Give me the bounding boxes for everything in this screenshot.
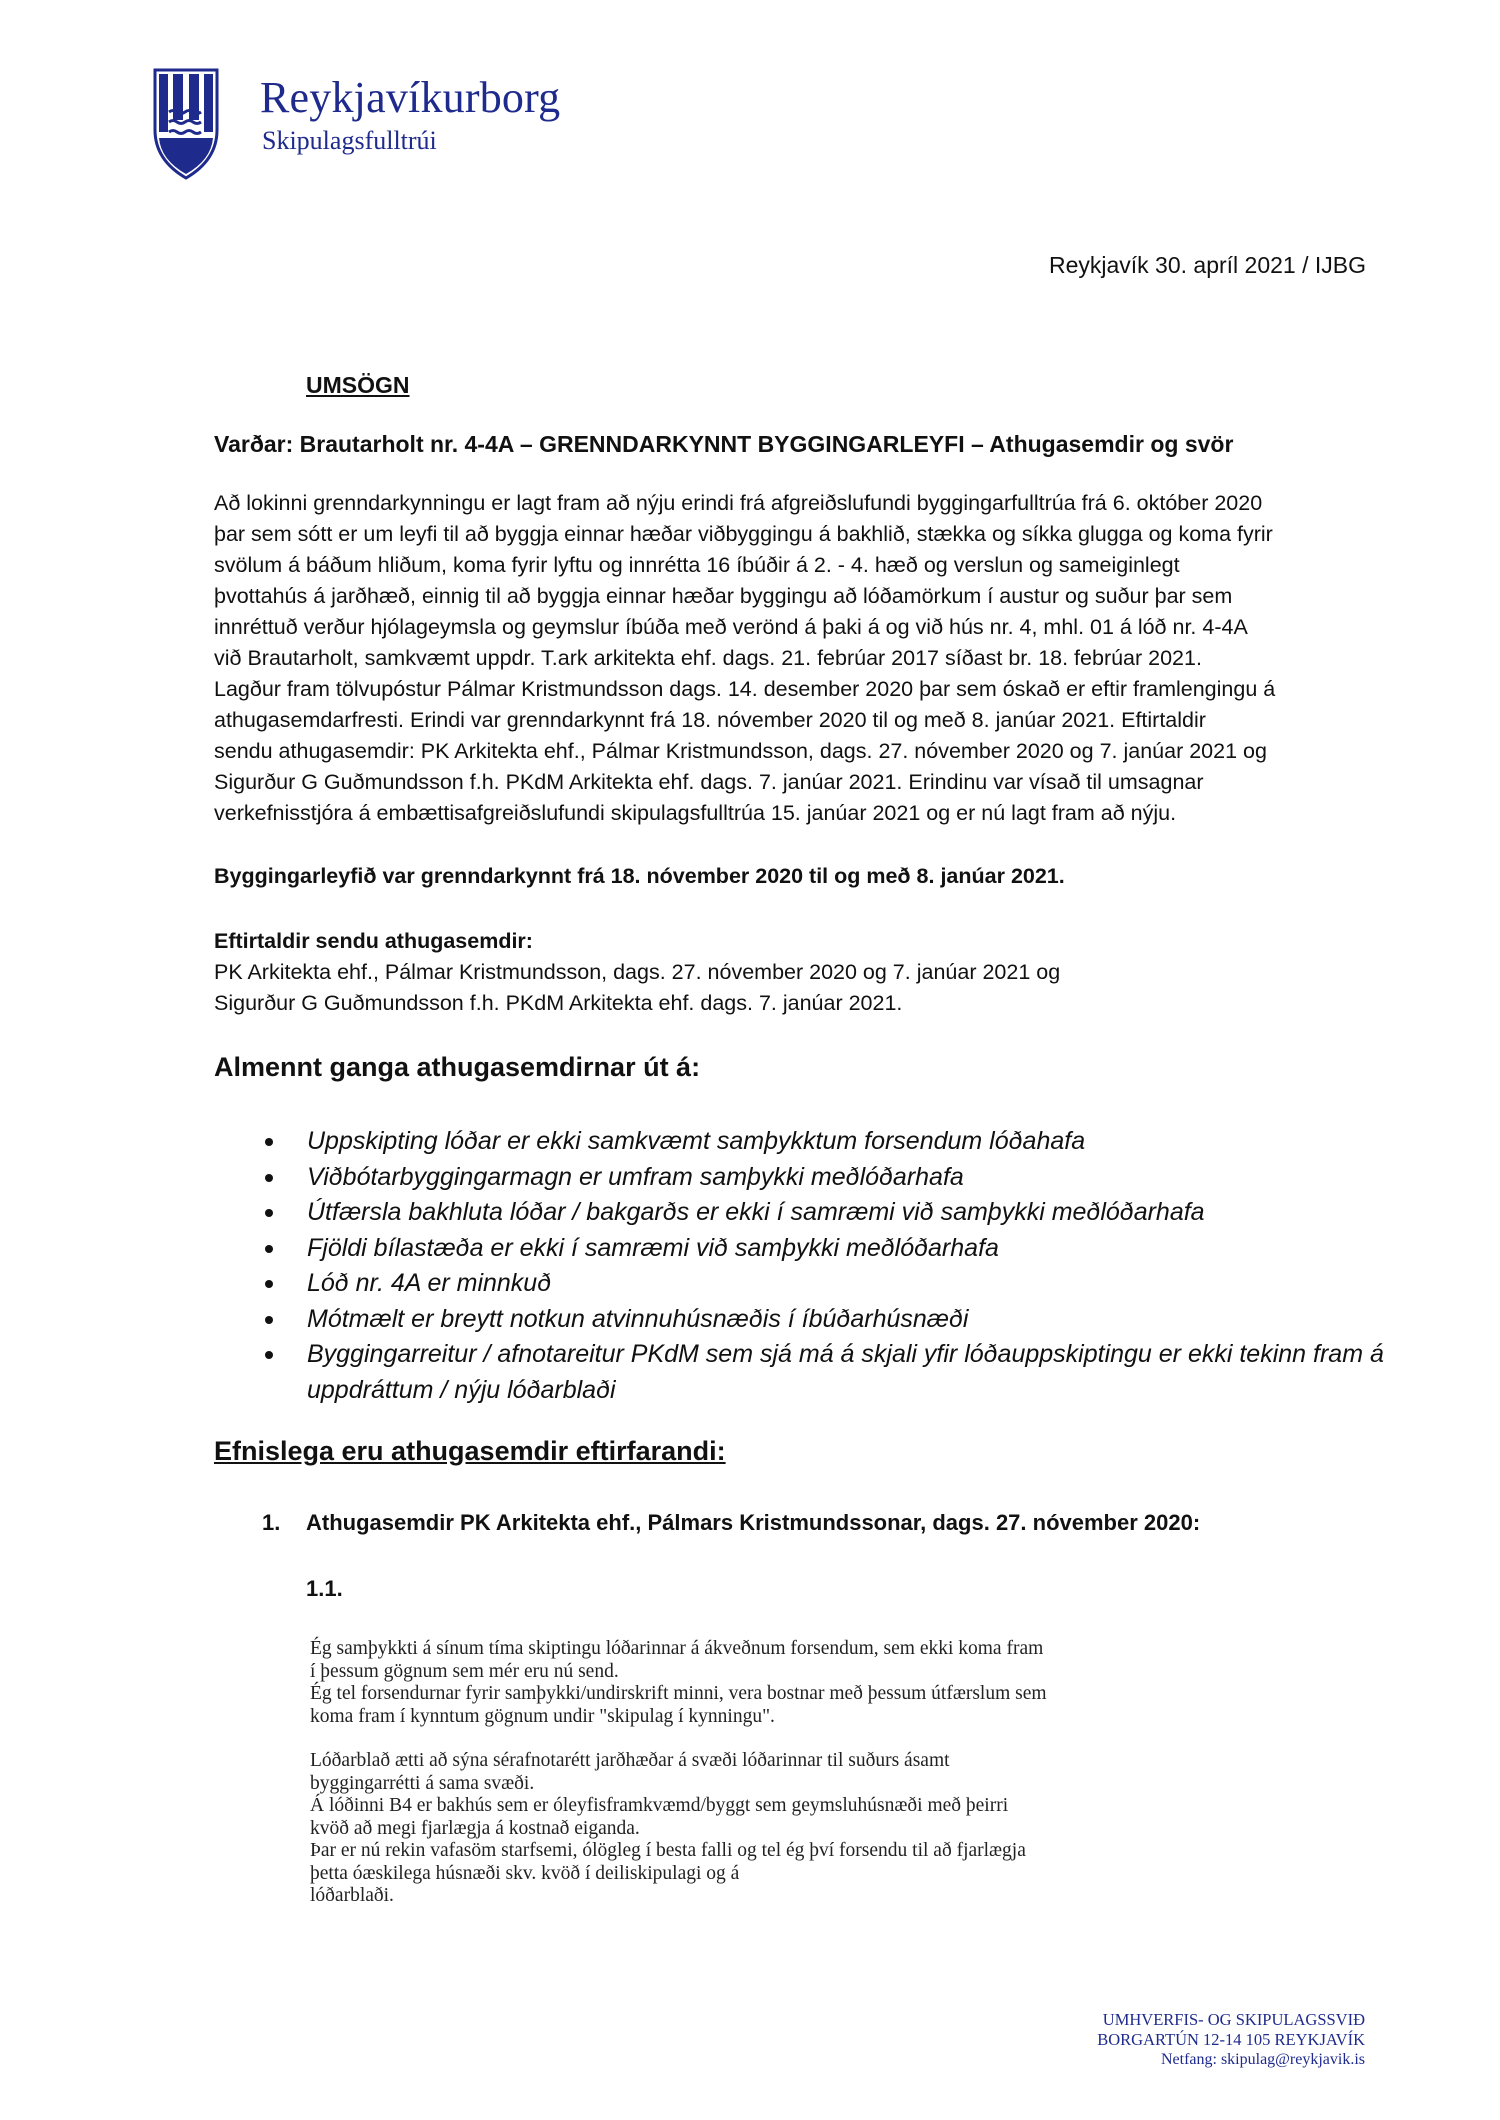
bullet-item: Fjöldi bílastæða er ekki í samræmi við samþykki meðlóðarhafa [265, 1231, 1425, 1267]
commenters-line: Sigurður G Guðmundsson f.h. PKdM Arkitekta ehf. dags. 7. janúar 2021. [214, 991, 903, 1015]
document-title: UMSÖGN [306, 372, 410, 398]
bullet-item: Útfærsla bakhluta lóðar / bakgarðs er ekki í samræmi við samþykki meðlóðarhafa [265, 1195, 1425, 1231]
footer-email: Netfang: skipulag@reykjavik.is [1160, 2051, 1365, 2068]
quote-line: Þar er nú rekin vafasöm starfsemi, ólögleg í besta falli og tel ég því forsendu til að fjarlægja [310, 1840, 1026, 1861]
sub-item-number: 1.1. [306, 1576, 343, 1601]
bullet-item: Lóð nr. 4A er minnkuð [265, 1266, 1425, 1302]
quote-line: þetta óæskilega húsnæði skv. kvöð í deiliskipulagi og á [310, 1862, 740, 1884]
quote-line: byggingarrétti á sama svæði. [310, 1772, 535, 1794]
specific-comments-heading: Efnislega eru athugasemdir eftirfarandi: [214, 1436, 726, 1466]
body-line: svölum á báðum hliðum, koma fyrir lyftu og innrétta 16 íbúðir á 2. - 4. hæð og verslun og sameiginlegt [214, 553, 1180, 577]
quote-line: Ég tel forsendurnar fyrir samþykki/undirskrift minni, vera bostnar með þessum útfærslum sem [310, 1683, 1047, 1704]
body-line: sendu athugasemdir: PK Arkitekta ehf., Pálmar Kristmundsson, dags. 27. nóvember 2020 og 7. janúar 2021 og [214, 739, 1267, 763]
date-line: Reykjavík 30. apríl 2021 / IJBG [1048, 252, 1366, 278]
quote-line: kvöð að megi fjarlægja á kostnað eiganda. [310, 1817, 640, 1839]
body-line: Sigurður G Guðmundsson f.h. PKdM Arkitekta ehf. dags. 7. janúar 2021. Erindinu var vísað til umsagnar [214, 770, 1204, 794]
body-line: verkefnisstjóra á embættisafgreiðslufundi skipulagsfulltrúa 15. janúar 2021 og er nú lagt fram að nýju. [214, 801, 1177, 825]
quote-line: Á lóðinni B4 er bakhús sem er óleyfisframkvæmd/byggt sem geymsluhúsnæði með þeirri [310, 1795, 1009, 1816]
quote-line: Lóðarblað ætti að sýna sérafnotarétt jarðhæðar á svæði lóðarinnar til suðurs ásamt [310, 1750, 950, 1771]
footer-address-line: BORGARTÚN 12-14 105 REYKJAVÍK [1097, 2030, 1365, 2049]
bullet-item: Uppskipting lóðar er ekki samkvæmt samþykktum forsendum lóðahafa [265, 1124, 1425, 1160]
general-comments-heading: Almennt ganga athugasemdirnar út á: [214, 1052, 701, 1082]
body-line: þar sem sótt er um leyfi til að byggja einnar hæðar viðbyggingu á bakhlið, stækka og síkka glugga og koma fyrir [214, 522, 1273, 546]
quote-line: Ég samþykkti á sínum tíma skiptingu lóðarinnar á ákveðnum forsendum, sem ekki koma fram [310, 1638, 1044, 1659]
body-line: við Brautarholt, samkvæmt uppdr. T.ark arkitekta ehf. dags. 21. febrúar 2017 síðast br. 18. febrúar 2021. [214, 646, 1202, 670]
reykjavik-coat-of-arms-logo [153, 68, 219, 180]
subject-line: Varðar: Brautarholt nr. 4-4A – GRENNDARKYNNT BYGGINGARLEYFI – Athugasemdir og svör [214, 431, 1234, 457]
dept-name: Skipulagsfulltrúi [262, 126, 437, 155]
org-name: Reykjavíkurborg [260, 73, 561, 122]
bullet-item: Byggingarreitur / afnotareitur PKdM sem sjá má á skjali yfir lóðauppskiptingu er ekki tekinn fram á uppdráttum / nýju lóðarblaði [265, 1337, 1425, 1408]
quoted-comment-excerpt [310, 1638, 1210, 1908]
commenters-heading: Eftirtaldir sendu athugasemdir: [214, 929, 533, 953]
body-line: innréttuð verður hjólageymsla og geymslur íbúða með verönd á þaki á og við hús nr. 4, mhl. 01 á lóð nr. 4-4A [214, 615, 1248, 639]
body-line: Að lokinni grenndarkynningu er lagt fram að nýju erindi frá afgreiðslufundi byggingarfulltrúa frá 6. október 2020 [214, 491, 1263, 515]
footer-address [1097, 2010, 1365, 2070]
body-paragraph [214, 488, 1374, 829]
consultation-statement: Byggingarleyfið var grenndarkynnt frá 18. nóvember 2020 til og með 8. janúar 2021. [214, 864, 1065, 888]
quote-line: koma fram í kynntum gögnum undir "skipulag í kynningu". [310, 1705, 775, 1727]
bullet-item: Mótmælt er breytt notkun atvinnuhúsnæðis í íbúðarhúsnæði [265, 1302, 1425, 1338]
item-number: 1. [262, 1510, 281, 1535]
item-heading: Athugasemdir PK Arkitekta ehf., Pálmars Kristmundssonar, dags. 27. nóvember 2020: [306, 1510, 1201, 1535]
commenters-block [214, 926, 1060, 1019]
comments-bullet-list [265, 1124, 1425, 1408]
quote-line: lóðarblaði. [310, 1885, 394, 1906]
footer-department: UMHVERFIS- OG SKIPULAGSSVIÐ [1102, 2010, 1365, 2029]
commenters-line: PK Arkitekta ehf., Pálmar Kristmundsson, dags. 27. nóvember 2020 og 7. janúar 2021 og [214, 960, 1061, 984]
body-line: athugasemdarfresti. Erindi var grenndarkynnt frá 18. nóvember 2020 til og með 8. janúar 2021. Eftirtaldir [214, 708, 1206, 732]
quote-line: í þessum gögnum sem mér eru nú send. [310, 1660, 619, 1682]
bullet-item: Viðbótarbyggingarmagn er umfram samþykki meðlóðarhafa [265, 1160, 1425, 1196]
body-line: Lagður fram tölvupóstur Pálmar Kristmundsson dags. 14. desember 2020 þar sem óskað er eftir framlengingu á [214, 677, 1276, 701]
body-line: þvottahús á jarðhæð, einnig til að byggja einnar hæðar byggingu að lóðamörkum í austur og suður þar sem [214, 584, 1233, 608]
